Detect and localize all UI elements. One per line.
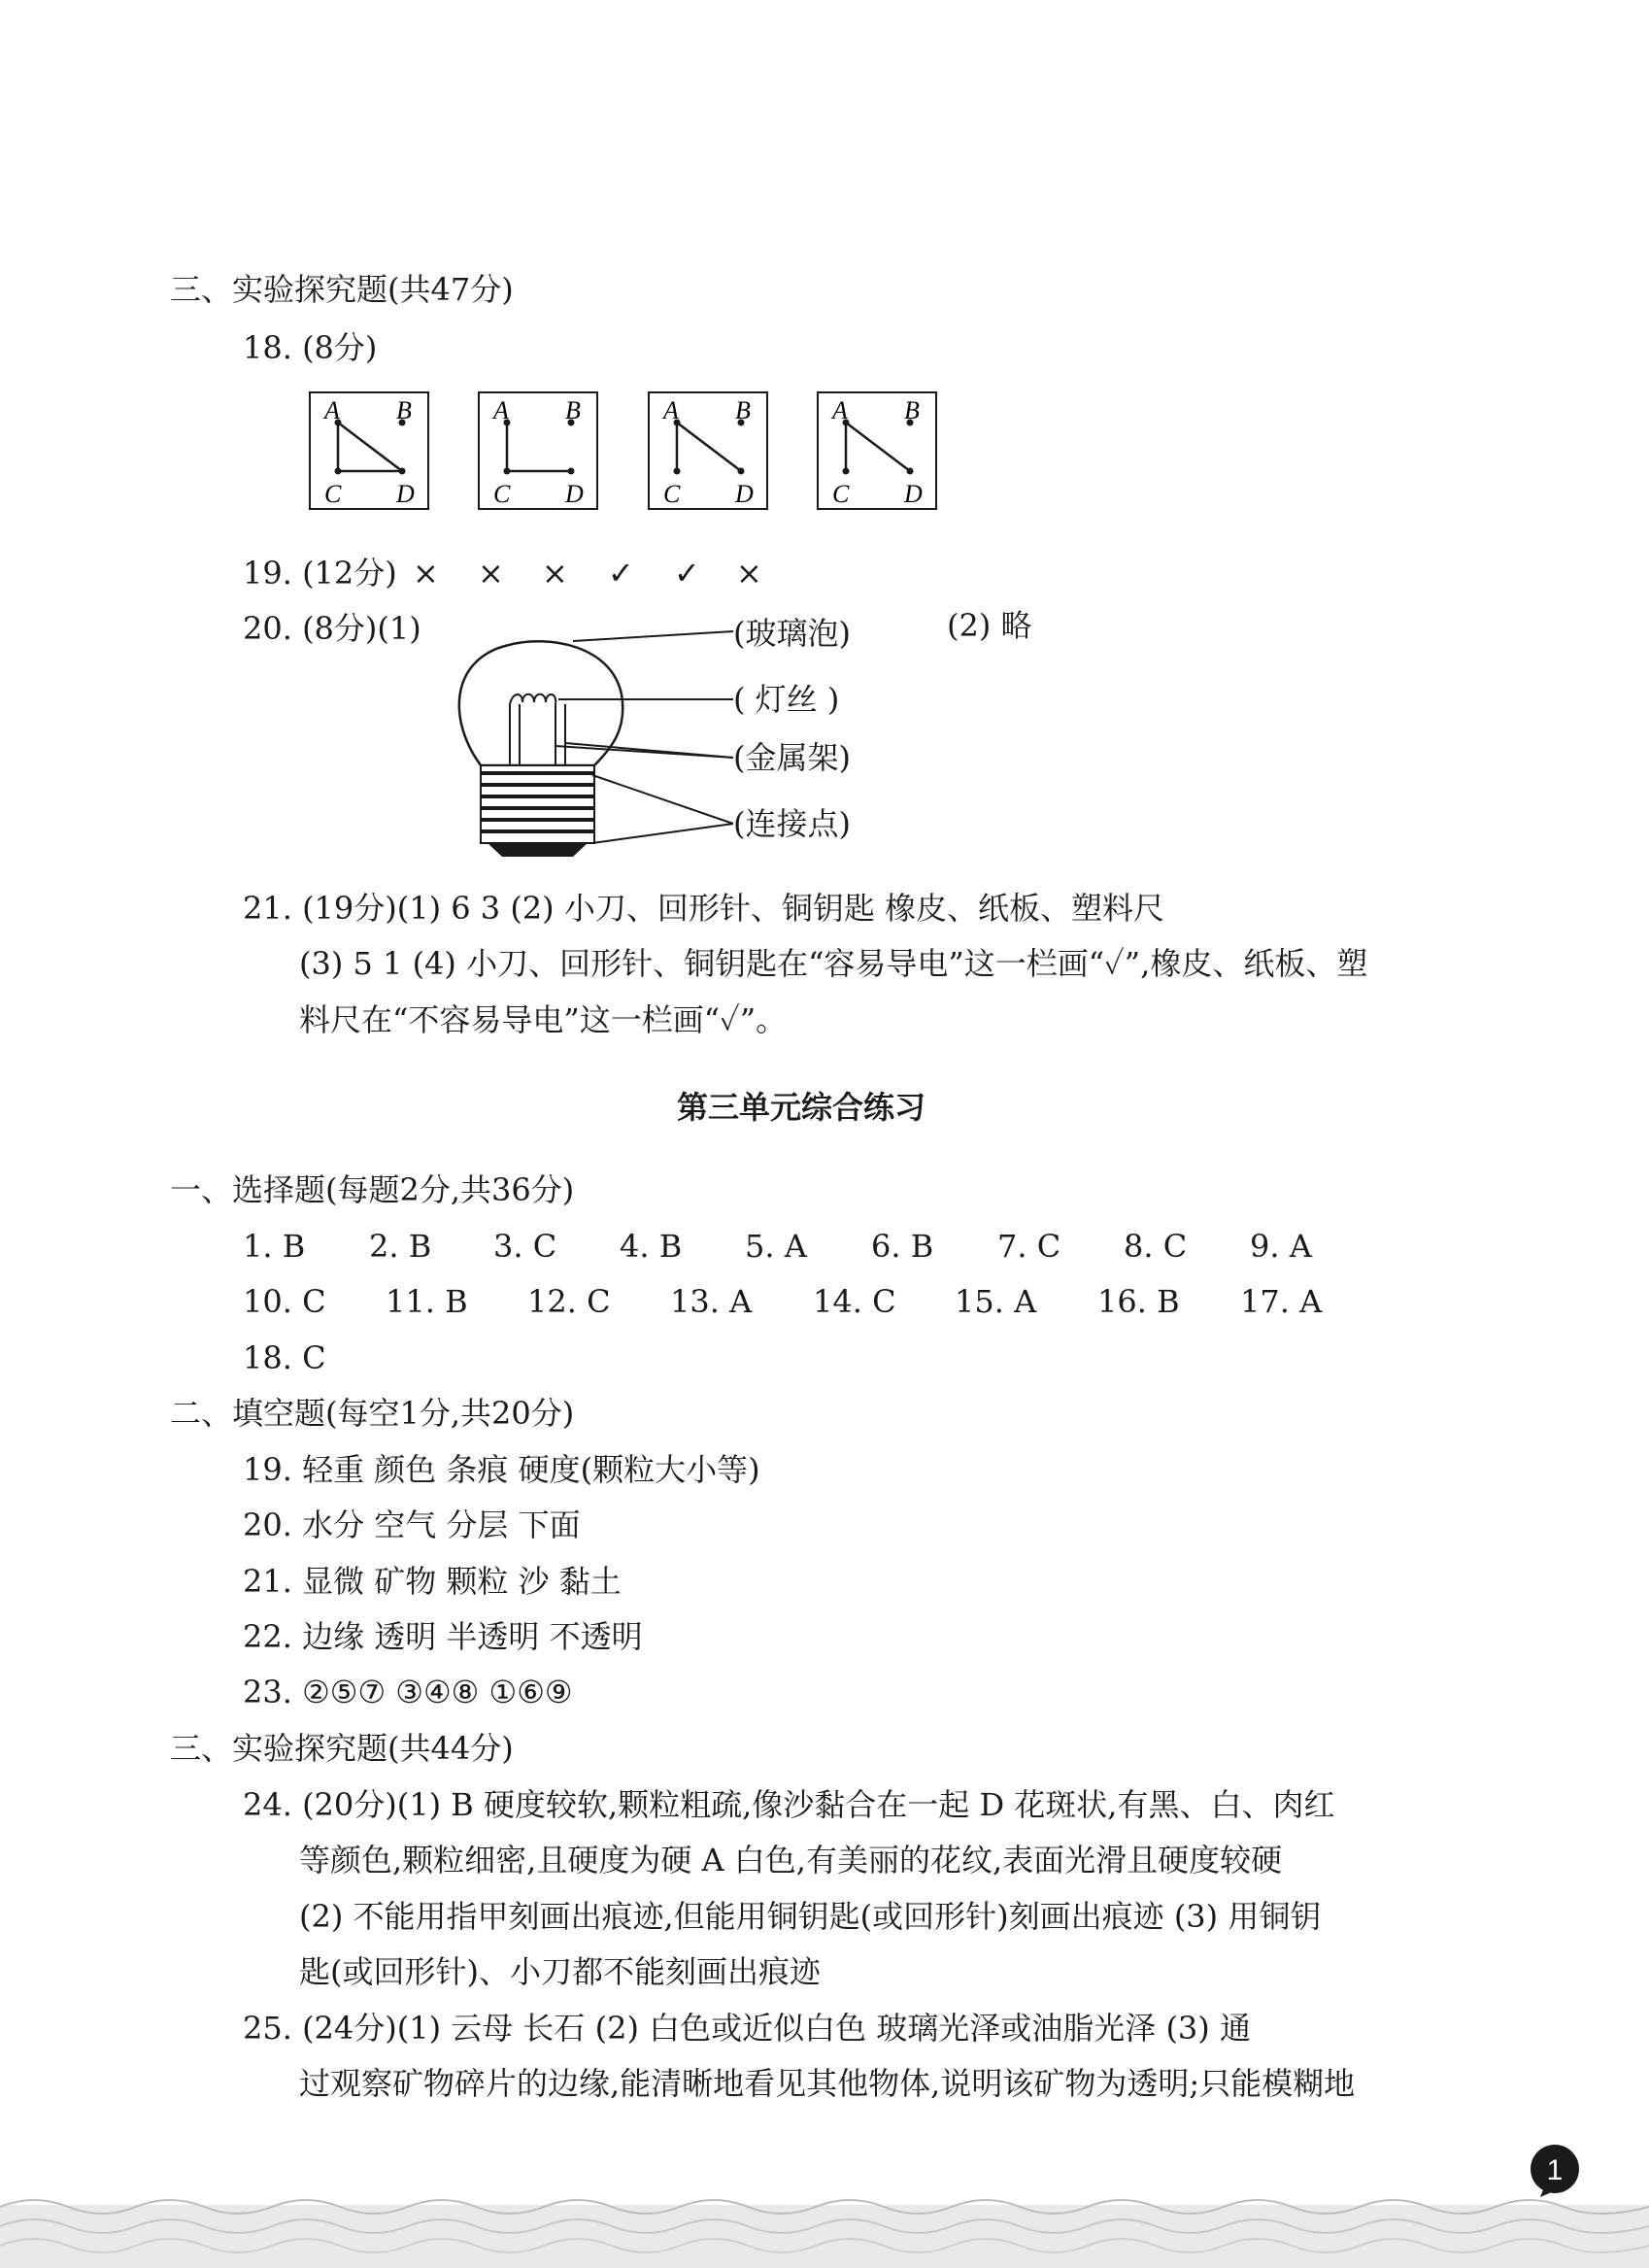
svg-text:D: D [565, 480, 584, 508]
q24-line3: (2) 不能用指甲刻画出痕迹,但能用铜钥匙(或回形针)刻画出痕迹 (3) 用铜钥 [299, 1898, 1322, 1935]
choice-answer: 1. B [243, 1228, 306, 1265]
svg-text:B: B [735, 396, 751, 424]
page-number-badge [1527, 2143, 1583, 2199]
svg-text:C: C [324, 480, 342, 508]
choice-answer: 2. B [369, 1228, 432, 1265]
choice-answer: 3. C [493, 1228, 557, 1265]
choice-answer: 11. B [386, 1283, 468, 1320]
light-bulb-diagram [447, 602, 738, 864]
q21-line1: 21. (19分)(1) 6 3 (2) 小刀、回形针、铜钥匙 橡皮、纸板、塑料尺 [243, 890, 1164, 927]
q25-line2: 过观察矿物碎片的边缘,能清晰地看见其他物体,说明该矿物为透明;只能模糊地 [299, 2065, 1356, 2102]
choice-answer: 12. C [527, 1283, 611, 1320]
circuit-diagram-1 [309, 391, 429, 510]
q19-mark: ✓ [608, 555, 634, 592]
choice-answer: 13. A [670, 1283, 753, 1320]
svg-text:A: A [493, 396, 509, 424]
bulb-label-filament: ( 灯丝 ) [733, 681, 840, 718]
q24-line1: 24. (20分)(1) B 硬度较软,颗粒粗疏,像沙黏合在一起 D 花斑状,有黑、白、肉红 [243, 1786, 1335, 1823]
q21-line2: (3) 5 1 (4) 小刀、回形针、铜钥匙在“容易导电”这一栏画“✓”,橡皮、纸板、塑 [299, 945, 1368, 982]
svg-text:B: B [904, 396, 920, 424]
q19-mark: × [542, 555, 568, 592]
q24-line2: 等颜色,颗粒细密,且硬度为硬 A 白色,有美丽的花纹,表面光滑且硬度较硬 [299, 1842, 1283, 1879]
q21-line3: 料尺在“不容易导电”这一栏画“✓”。 [299, 1001, 788, 1038]
q24-line4: 匙(或回形针)、小刀都不能刻画出痕迹 [299, 1953, 821, 1990]
fill-answer-20: 20. 水分 空气 分层 下面 [243, 1506, 581, 1543]
circuit-diagram-4 [817, 391, 937, 510]
circuit-diagram-3 [648, 391, 768, 510]
choice-answer: 15. A [955, 1283, 1037, 1320]
choice-answer: 17. A [1240, 1283, 1323, 1320]
fill-answer-22: 22. 边缘 透明 半透明 不透明 [243, 1618, 643, 1655]
footer-wave-decoration [0, 2185, 1649, 2268]
svg-text:A: A [324, 396, 340, 424]
svg-text:C: C [832, 480, 850, 508]
svg-text:B: B [565, 396, 581, 424]
svg-text:C: C [493, 480, 511, 508]
choice-answer: 5. A [745, 1228, 807, 1265]
fill-answer-19: 19. 轻重 颜色 条痕 硬度(颗粒大小等) [243, 1451, 760, 1488]
choice-answer: 8. C [1124, 1228, 1188, 1265]
choice-answer: 6. B [871, 1228, 934, 1265]
svg-text:D: D [735, 480, 754, 508]
choice-answer: 9. A [1250, 1228, 1312, 1265]
bulb-label-metal-frame: (金属架) [733, 739, 851, 776]
choice-answer: 10. C [243, 1283, 326, 1320]
section-heading-fill: 二、填空题(每空1分,共20分) [170, 1395, 575, 1432]
svg-text:C: C [663, 480, 681, 508]
bulb-label-contact-point: (连接点) [733, 805, 851, 842]
choice-answer: 7. C [997, 1228, 1061, 1265]
circuit-diagram-2 [478, 391, 598, 510]
svg-text:A: A [832, 396, 848, 424]
fill-answer-23: 23. ②⑤⑦ ③④⑧ ①⑥⑨ [243, 1674, 573, 1710]
section-heading-experiment: 三、实验探究题(共47分) [170, 271, 514, 308]
q19-mark: × [478, 555, 504, 592]
q19-label: 19. (12分) [243, 555, 397, 592]
q25-line1: 25. (24分)(1) 云母 长石 (2) 白色或近似白色 玻璃光泽或油脂光泽 (3) 通 [243, 2010, 1251, 2047]
svg-text:D: D [904, 480, 923, 508]
q19-mark: × [413, 555, 439, 592]
svg-text:D: D [396, 480, 415, 508]
bulb-label-glass: (玻璃泡) [733, 615, 851, 652]
section-heading-choice: 一、选择题(每题2分,共36分) [170, 1171, 575, 1208]
q19-mark: × [736, 555, 762, 592]
q18-label: 18. (8分) [243, 329, 378, 366]
q20-label: 20. (8分)(1) [243, 610, 421, 647]
choice-answer: 14. C [813, 1283, 896, 1320]
svg-text:B: B [396, 396, 412, 424]
svg-text:A: A [663, 396, 679, 424]
unit-title: 第三单元综合练习 [677, 1089, 926, 1126]
q20-part2: (2) 略 [947, 607, 1032, 644]
q19-mark: ✓ [674, 555, 700, 592]
page-number: 1 [1546, 2154, 1564, 2186]
choice-answer: 4. B [620, 1228, 683, 1265]
fill-answer-21: 21. 显微 矿物 颗粒 沙 黏土 [243, 1563, 622, 1600]
choice-answer: 16. B [1097, 1283, 1180, 1320]
section-heading-experiment-2: 三、实验探究题(共44分) [170, 1730, 514, 1767]
choice-answer: 18. C [243, 1339, 326, 1376]
